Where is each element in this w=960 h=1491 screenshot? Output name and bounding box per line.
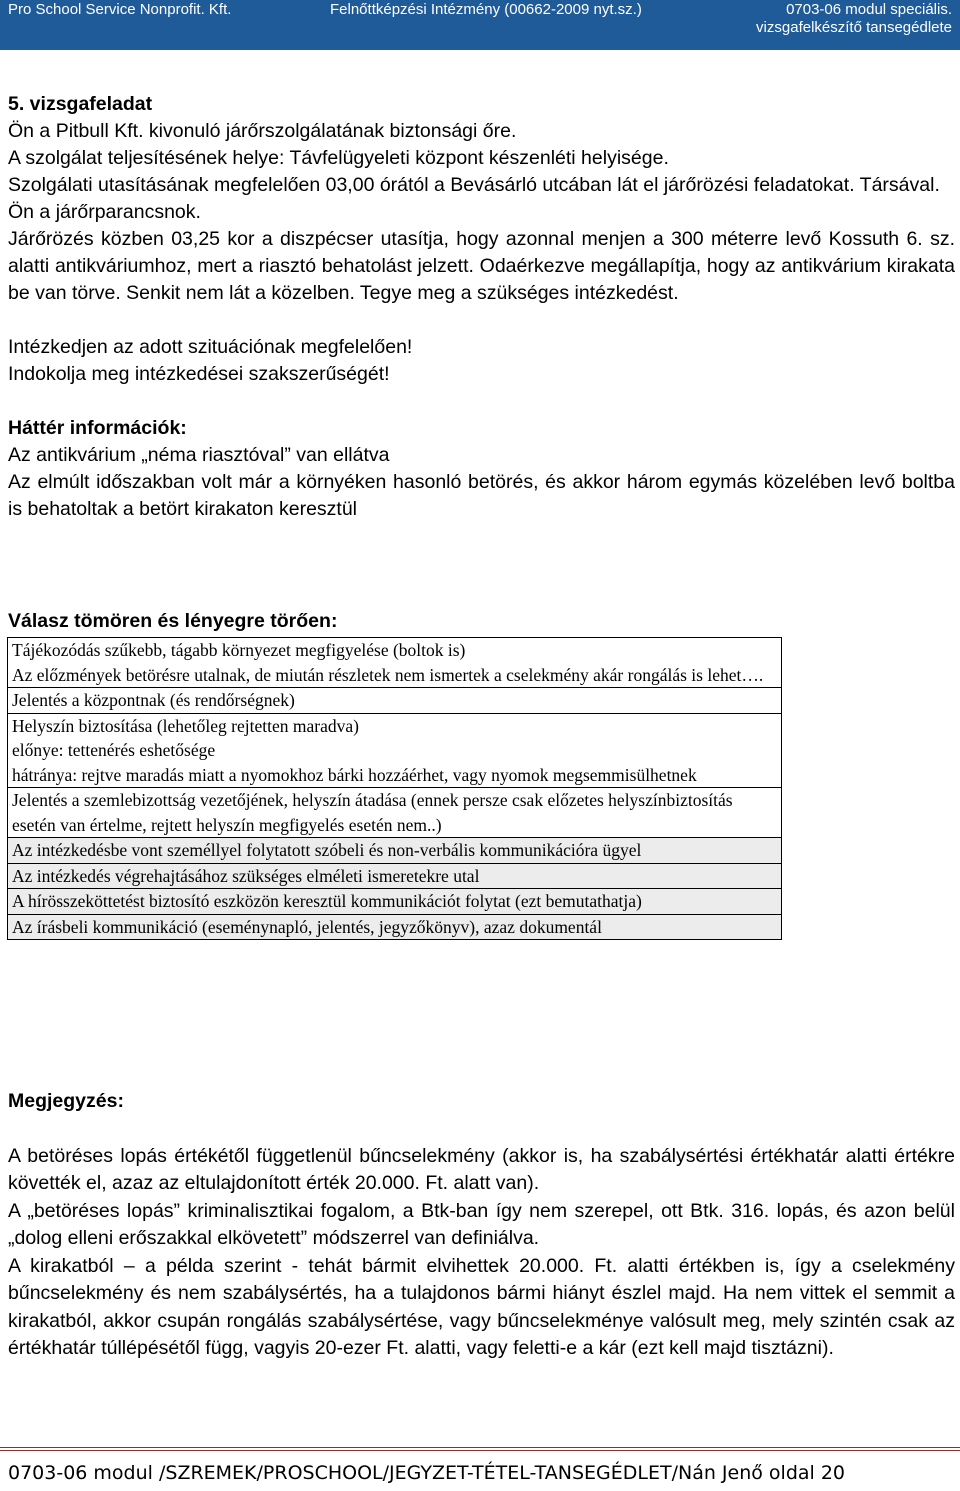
answer-table [7,637,782,940]
header-org: Pro School Service Nonprofit. Kft. [8,1,232,18]
table-row [8,788,782,838]
table-row [8,688,782,714]
notes-section [8,1088,955,1363]
table-cell: Az intézkedésbe vont személlyel folytatott szóbeli és non-verbális kommunikációra ügyel [8,838,782,864]
notes-paragraph: A „betöréses lopás” kriminalisztikai fogalom, a Btk-ban így nem szerepel, ott Btk. 316. lopás, és azon belül „dolog elleni erőszakkal elkövetett” módszerrel van definiálva. [8,1199,955,1249]
table-cell: Jelentés a szemlebizottság vezetőjének, helyszín átadása (ennek persze csak előzetes helyszínbiztosítás esetén van értelme, rejtett helyszín megfigyelés esetén nem..) [8,788,782,838]
table-cell: Tájékozódás szűkebb, tágabb környezet megfigyelése (boltok is) Az előzmények betörésre utalnak, de miután részletek nem ismertek a cselekmény akár rongálás is lehet…. [8,638,782,688]
notes-title: Megjegyzés: [8,1090,124,1112]
table-row [8,638,782,688]
task-title: 5. vizsgafeladat [8,93,153,115]
task-line: Járőrözés közben 03,25 kor a diszpécser utasítja, hogy azonnal menjen a 300 méterre levő Kossuth 6. sz. alatti antikváriumhoz, mert a riasztó behatolást jelzett. Odaérkezve megállapítja, hogy az antikvárium kirakata be van törve. Senkit nem lát a közelben. Tegye meg a szükséges intézkedést. [8,228,955,304]
page-header [0,0,960,50]
table-cell: Helyszín biztosítása (lehetőleg rejtetten maradva) előnye: tettenérés eshetősége hátránya: rejtve maradás miatt a nyomokhoz bárki hozzáérhet, vagy nyomok megsemmisülhetnek [8,713,782,788]
header-module: 0703-06 modul speciális. [786,1,952,18]
task-section [8,91,955,523]
instruction: Intézkedjen az adott szituációnak megfelelően! [8,336,413,358]
task-line: Ön a járőrparancsnok. [8,201,201,223]
table-row [8,863,782,889]
instruction: Indokolja meg intézkedései szakszerűségét! [8,363,390,385]
background-line: Az elmúlt időszakban volt már a környéken hasonló betörés, és akkor három egymás közelében levő boltba is behatoltak a betört kirakaton keresztül [8,471,955,520]
background-title: Háttér információk: [8,417,187,439]
table-row [8,838,782,864]
answer-table-wrap [7,637,782,940]
answer-title: Válasz tömören és lényegre törően: [8,610,338,632]
footer-divider [0,1447,960,1451]
page-footer: 0703-06 modul /SZREMEK/PROSCHOOL/JEGYZET-TÉTEL-TANSEGÉDLET/Nán Jenő oldal 20 [8,1462,846,1484]
header-institution: Felnőttképzési Intézmény (00662-2009 nyt.sz.) [330,1,642,18]
task-line: A szolgálat teljesítésének helye: Távfelügyeleti központ készenléti helyisége. [8,147,669,169]
background-line: Az antikvárium „néma riasztóval” van ellátva [8,444,390,466]
table-cell: A hírösszeköttetést biztosító eszközön keresztül kommunikációt folytat (ezt bemutathatja) [8,889,782,915]
table-row [8,889,782,915]
notes-paragraph: A betöréses lopás értékétől függetlenül bűncselekmény (akkor is, ha szabálysértési értékhatár alatti értékre követték el, azaz az eltulajdonított érték 20.000. Ft. alatt van). [8,1144,955,1194]
task-line: Ön a Pitbull Kft. kivonuló járőrszolgálatának biztonsági őre. [8,120,517,142]
header-subtitle: vizsgafelkészítő tansegédlete [756,19,952,36]
task-line: Szolgálati utasításának megfelelően 03,00 órától a Bevásárló utcában lát el járőrözési feladatokat. Társával. [8,174,940,196]
table-row [8,914,782,940]
table-row [8,713,782,788]
notes-paragraph: A kirakatból – a példa szerint - tehát bármit elvihettek 20.000. Ft. alatti értékben is, így a cselekmény bűncselekmény és nem szabálysértés, ha a tulajdonos bármi hiányt észlel majd. Ha nem vittek el semmit a kirakatból, akkor csupán rongálás szabálysértése, vagy bűncselekménye valósult meg, mely szintén csak az értékhatár túllépésétől függ, vagyis 20-ezer Ft. alatti, vagy feletti-e a kár (ezt kell majd tisztázni). [8,1254,955,1359]
table-cell: Az intézkedés végrehajtásához szükséges elméleti ismeretekre utal [8,863,782,889]
table-cell: Az írásbeli kommunikáció (eseménynapló, jelentés, jegyzőkönyv), azaz dokumentál [8,914,782,940]
table-cell: Jelentés a központnak (és rendőrségnek) [8,688,782,714]
